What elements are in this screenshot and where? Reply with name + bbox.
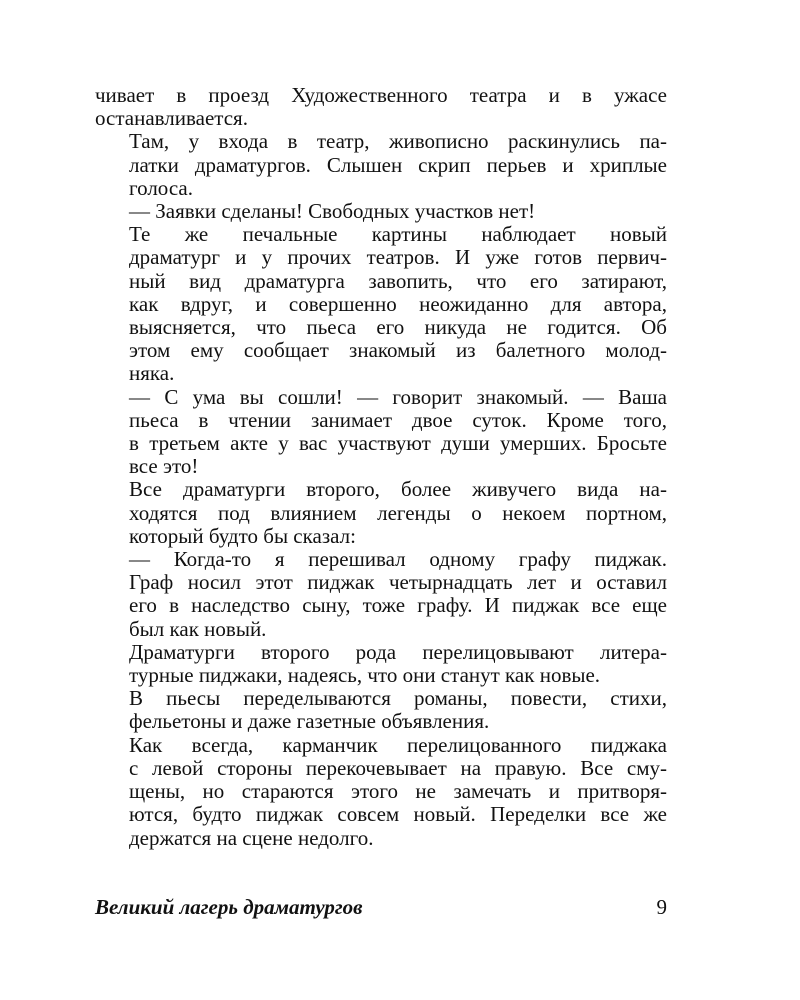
body-text xyxy=(95,84,667,850)
text-line: все это! xyxy=(129,454,199,479)
text-line: был как новый. xyxy=(129,616,267,641)
text-line: Драматурги второго рода перелицовывают литера- xyxy=(129,639,667,664)
text-line: в третьем акте у вас участвуют души умерших. Бросьте xyxy=(129,431,667,456)
text-line: Все драматурги второго, более живучего вида на- xyxy=(129,477,667,502)
text-line: турные пиджаки, надеясь, что они станут как новые. xyxy=(129,663,601,688)
paragraph xyxy=(95,223,667,385)
text-line: голоса. xyxy=(129,175,193,200)
paragraph xyxy=(95,84,667,130)
text-line: фельетоны и даже газетные объявления. xyxy=(129,709,490,734)
text-line: — Когда-то я перешивал одному графу пиджак. xyxy=(129,547,667,572)
text-line: ются, будто пиджак совсем новый. Переделки все же xyxy=(129,802,667,827)
paragraph xyxy=(95,478,667,548)
text-line: латки драматургов. Слышен скрип перьев и хриплые xyxy=(129,152,667,177)
text-line: Там, у входа в театр, живописно раскинулись па- xyxy=(129,129,667,154)
text-line: няка. xyxy=(129,361,175,386)
text-line: пьеса в чтении занимает двое суток. Кроме того, xyxy=(129,407,667,432)
text-line: выясняется, что пьеса его никуда не годится. Об xyxy=(129,315,667,340)
text-line: В пьесы переделываются романы, повести, стихи, xyxy=(129,686,667,711)
paragraph xyxy=(95,200,667,223)
text-line: его в наследство сыну, тоже графу. И пиджак все еще xyxy=(129,593,667,618)
paragraph xyxy=(95,548,667,641)
paragraph xyxy=(95,641,667,687)
text-line: щены, но стараются этого не замечать и притворя- xyxy=(129,779,667,804)
text-line: ный вид драматурга завопить, что его затирают, xyxy=(129,268,667,293)
text-line: драматург и у прочих театров. И уже готов первич- xyxy=(129,245,667,270)
paragraph xyxy=(95,734,667,850)
text-line: как вдруг, и совершенно неожиданно для автора, xyxy=(129,291,667,316)
text-line: останавливается. xyxy=(95,106,248,131)
text-line: Граф носил этот пиджак четырнадцать лет и оставил xyxy=(129,570,667,595)
page-footer xyxy=(95,894,667,920)
text-line: Как всегда, карманчик перелицованного пиджака xyxy=(129,732,667,757)
text-line: держатся на сцене недолго. xyxy=(129,825,374,850)
paragraph xyxy=(95,386,667,479)
text-line: чивает в проезд Художественного театра и в ужасе xyxy=(95,83,667,107)
text-line: с левой стороны перекочевывает на правую. Все сму- xyxy=(129,755,667,780)
text-line: этом ему сообщает знакомый из балетного молод- xyxy=(129,338,667,363)
text-line: — Заявки сделаны! Свободных участков нет! xyxy=(129,199,536,224)
paragraph xyxy=(95,687,667,733)
page-number: 9 xyxy=(656,895,667,919)
text-line: который будто бы сказал: xyxy=(129,523,356,548)
paragraph xyxy=(95,130,667,200)
text-line: ходятся под влиянием легенды о некоем портном, xyxy=(129,500,667,525)
text-line: — С ума вы сошли! — говорит знакомый. — Ваша xyxy=(129,384,667,409)
running-title: Великий лагерь драматургов xyxy=(95,895,363,919)
text-line: Те же печальные картины наблюдает новый xyxy=(129,222,667,247)
